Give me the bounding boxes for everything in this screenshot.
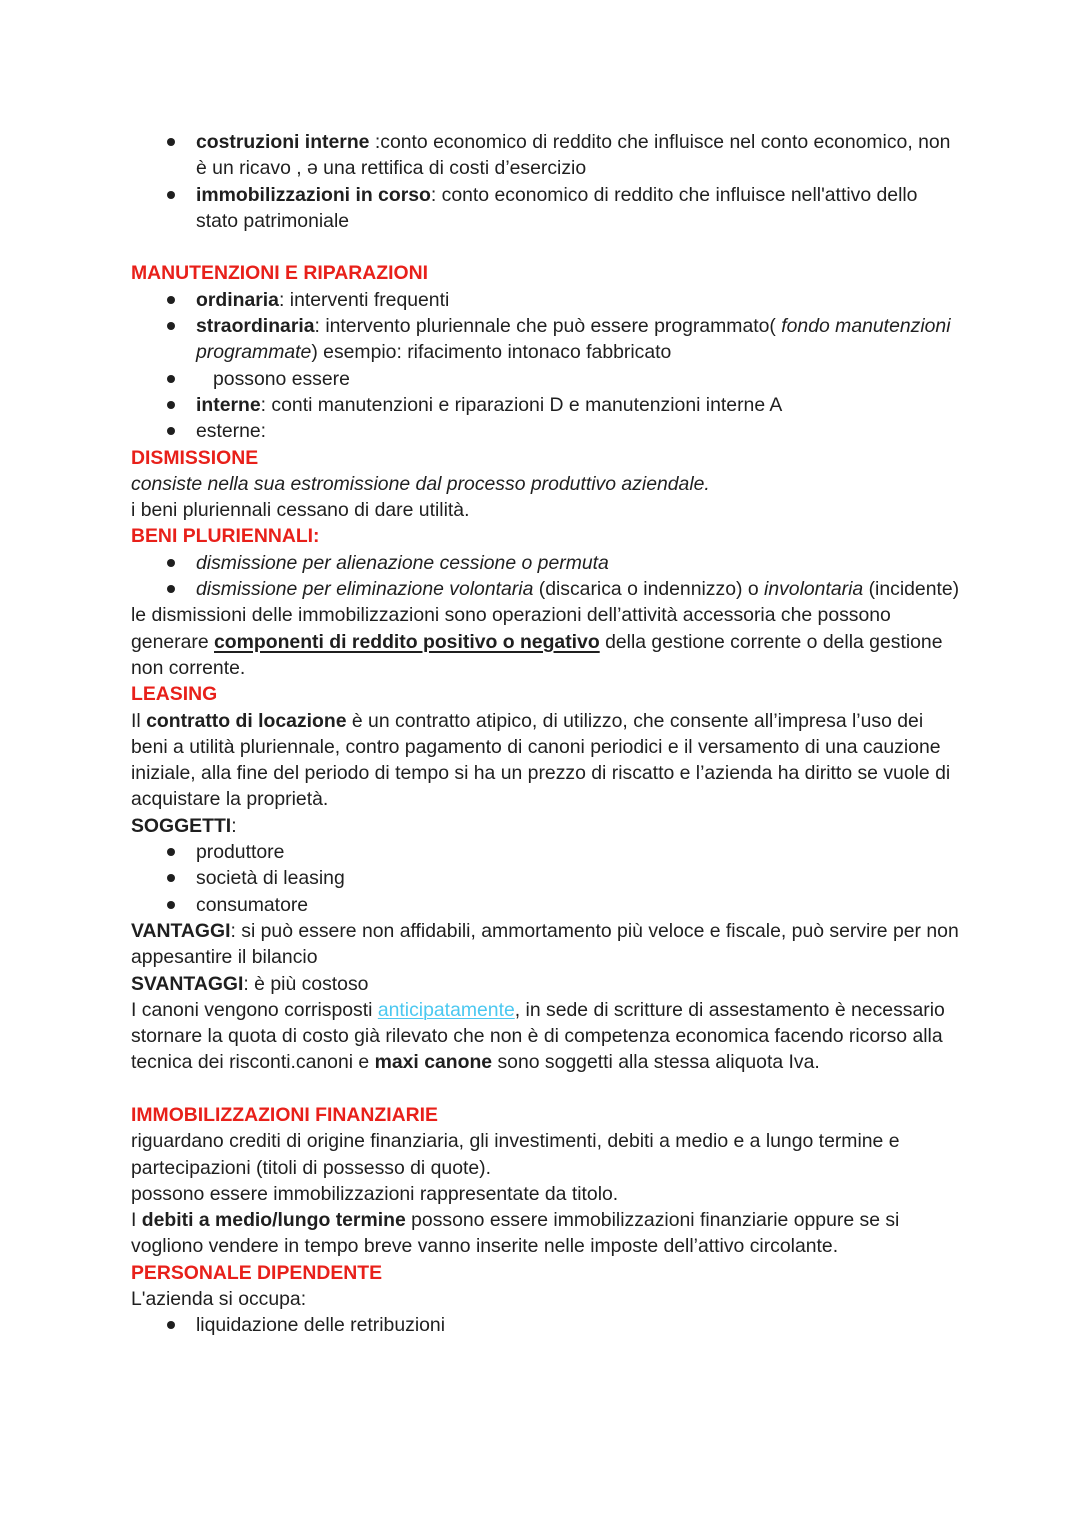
list-item: ordinaria: interventi frequenti	[131, 287, 961, 313]
bullet-icon	[167, 874, 175, 882]
anticipatamente-link[interactable]: anticipatamente	[377, 998, 515, 1021]
list-item: consumatore	[131, 892, 961, 918]
bullet-icon	[167, 138, 175, 146]
document-page	[131, 129, 961, 1339]
list-item: liquidazione delle retribuzioni	[131, 1312, 961, 1338]
canoni-paragraph: I canoni vengono corrisposti anticipatamente, in sede di scritture di assestamento è necessario stornare la quota di costo già rilevato che non è di competenza economica facendo ricorso alla tecnica dei risconti.canoni e maxi canone sono soggetti alla stessa aliquota Iva.	[131, 998, 945, 1074]
vantaggi-paragraph: VANTAGGI: si può essere non affidabili, ammortamento più veloce e fiscale, può servire per non appesantire il bilancio	[131, 919, 959, 969]
finanziarie-line1: riguardano crediti di origine finanziaria, gli investimenti, debiti a medio e a lungo termine e partecipazioni (titoli di possesso di quote).	[131, 1130, 900, 1179]
bullet-icon	[167, 848, 175, 856]
bullet-icon	[167, 296, 175, 304]
list-item: immobilizzazioni in corso: conto economico di reddito che influisce nell'attivo dello stato patrimoniale	[131, 182, 961, 235]
heading-leasing: LEASING	[131, 683, 218, 706]
finanziarie-line2: possono essere immobilizzazioni rappresentate da titolo.	[131, 1182, 619, 1205]
leasing-paragraph: Il contratto di locazione è un contratto atipico, di utilizzo, che consente all’impresa l’uso dei beni a utilità pluriennale, contro pagamento di canoni periodici e il versamento di una cauzione iniziale, alla fine del periodo di tempo si ha un prezzo di riscatto e l’azienda ha diritto se vuole di acquistare la proprietà.	[131, 709, 951, 811]
dismissione-line1: consiste nella sua estromissione dal processo produttivo aziendale.	[131, 472, 710, 495]
personale-intro: L'azienda si occupa:	[131, 1288, 307, 1311]
bullet-icon	[167, 401, 175, 409]
list-item: dismissione per alienazione cessione o permuta	[131, 550, 961, 576]
bullet-icon	[167, 375, 175, 383]
heading-personale: PERSONALE DIPENDENTE	[131, 1261, 383, 1284]
heading-beni: BENI PLURIENNALI:	[131, 525, 320, 548]
heading-finanziarie: IMMOBILIZZAZIONI FINANZIARIE	[131, 1103, 438, 1126]
list-item: produttore	[131, 839, 961, 865]
personale-list	[131, 1312, 961, 1338]
beni-paragraph: le dismissioni delle immobilizzazioni sono operazioni dell’attività accessoria che possono generare componenti di reddito positivo o negativo della gestione corrente o della gestione non corrente.	[131, 604, 943, 679]
list-item: costruzioni interne :conto economico di reddito che influisce nel conto economico, non è un ricavo , ə una rettifica di costi d’esercizio	[131, 129, 961, 182]
top-list	[131, 129, 961, 234]
manutenzioni-list	[131, 287, 961, 445]
heading-dismissione: DISMISSIONE	[131, 446, 259, 469]
dismissione-line2: i beni pluriennali cessano di dare utilità.	[131, 499, 470, 522]
list-item: straordinaria: intervento pluriennale che può essere programmato( fondo manutenzioni programmate) esempio: rifacimento intonaco fabbricato	[131, 313, 961, 366]
bullet-icon	[167, 1321, 175, 1329]
soggetti-list	[131, 839, 961, 918]
finanziarie-line3: I debiti a medio/lungo termine possono essere immobilizzazioni finanziarie oppure se si vogliono vendere in tempo breve vanno inserite nelle imposte dell’attivo circolante.	[131, 1209, 900, 1258]
bullet-icon	[167, 191, 175, 199]
soggetti-label: SOGGETTI:	[131, 814, 237, 837]
bullet-icon	[167, 322, 175, 330]
list-item: possono essere	[131, 366, 961, 392]
heading-manutenzioni: MANUTENZIONI E RIPARAZIONI	[131, 262, 428, 285]
svantaggi-paragraph: SVANTAGGI: è più costoso	[131, 972, 369, 995]
bullet-icon	[167, 901, 175, 909]
bullet-icon	[167, 427, 175, 435]
list-item: esterne:	[131, 418, 961, 444]
list-item: interne: conti manutenzioni e riparazioni D e manutenzioni interne A	[131, 392, 961, 418]
list-item: società di leasing	[131, 865, 961, 891]
beni-list	[131, 550, 961, 603]
bullet-icon	[167, 585, 175, 593]
bullet-icon	[167, 559, 175, 567]
list-item: dismissione per eliminazione volontaria (discarica o indennizzo) o involontaria (incidente)	[131, 576, 961, 602]
